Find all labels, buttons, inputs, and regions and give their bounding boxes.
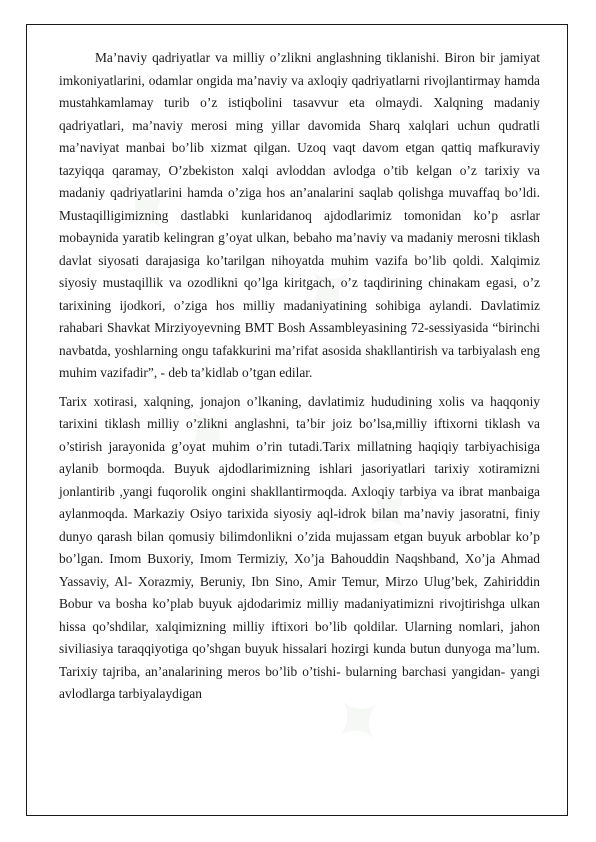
body-text bbox=[59, 47, 540, 706]
paragraph: Ma’naviy qadriyatlar va milliy o’zlikni anglashning tiklanishi. Biron bir jamiyat imkoniyatlarini, odamlar ongida ma’naviy va axloqiy qadriyatlarni rivojlantirmay hamda mustahkamlamay turib o’z istiqbolini tasavvur eta olmaydi. Xalqning madaniy qadriyatlari, ma’naviy merosi ming yillar davomida Sharq xalqlari uchun qudratli ma’naviyat manbai bo’lib xizmat qilgan. Uzoq vaqt davom etgan qattiq mafkuraviy tazyiqqa qaramay, O’zbekiston xalqi avloddan avlodga o’tib kelgan o’z tarixiy va madaniy qadriyatlarini hamda o’ziga hos an’analarini saqlab qolishga muvaffaq bo’ldi. Mustaqilligimizning dastlabki kunlaridanoq ajdodlarimiz tomonidan ko’p asrlar mobaynida yaratib kelingran g’oyat ulkan, bebaho ma’naviy va madaniy merosni tiklash davlat siyosati darajasiga ko’tarilgan nihoyatda muhim vazifa bo’lib qoldi. Xalqimiz siyosiy mustaqillik va ozodlikni qo’lga kiritgach, o’z taqdirining chinakam egasi, o’z tarixining ijodkori, o’ziga hos milliy madaniyatining sohibiga aylandi. Davlatimiz rahabari Shavkat Mirziyoyevning BMT Bosh Assambleyasining 72-sessiyasida “birinchi navbatda, yoshlarning ongu tafakkurini ma’rifat asosida shakllantirish va tarbiyalash eng muhim vazifadir”, - deb ta’kidlab o’tgan edilar. bbox=[59, 50, 540, 380]
watermark-mark: ✦ bbox=[120, 590, 219, 692]
watermark-mark: ✦ bbox=[310, 670, 409, 772]
watermark-mark: ✦ bbox=[160, 380, 259, 482]
watermark-mark: ✦ bbox=[340, 460, 439, 562]
watermark-mark: ✦ bbox=[280, 240, 379, 342]
paragraph: Tarix xotirasi, xalqning, jonajon o’lkaning, davlatimiz hududining xolis va haqqoniy tarixini tiklash milliy o’zlikni anglashni, ta’bir joiz bo’lsa,milliy iftixorni tiklash va o’stirish jarayonida g’oyat muhim o’rin tutadi.Tarix millatning haqiqiy tarbiyachisiga aylanib bormoqda. Buyuk ajdodlarimizning ishlari jasoriyatlari tarixiy xotiramizni jonlantirib ,yangi fuqorolik ongini shakllantirmoqda. Axloqiy tarbiya va ibrat manbaiga aylanmoqda. Markaziy Osiyo tarixida siyosiy aql-idrok bilan ma’naviy jasoratni, finiy dunyo qarash bilan qomusiy bilimdonlikni o’zida mujassam etgan buyuk arboblar ko’p bo’lgan. Imom Buxoriy, Imom Termiziy, Xo’ja Bahouddin Naqshband, Xo’ja Ahmad Yassaviy, Al- Xorazmiy, Beruniy, Ibn Sino, Amir Temur, Mirzo Ulug’bek, Zahiriddin Bobur va bosha ko’plab buyuk ajdodarimiz milliy madaniyatimizni rivojtirishga ulkan hissa qo’shdilar, xalqimizning milliy iftixori bo’lib qoldilar. Ularning nomlari, jahon siviliasiya taraqqiyotiga qo’shgan buyuk hissalari hozirgi kunda butun dunyoga ma’lum. Tarixiy tajriba, an’analarining meros bo’lib o’tishi- bularning barchasi yangidan- yangi avlodlarga tarbiyalaydigan bbox=[59, 393, 540, 701]
watermark-mark: ✦ bbox=[98, 160, 197, 262]
